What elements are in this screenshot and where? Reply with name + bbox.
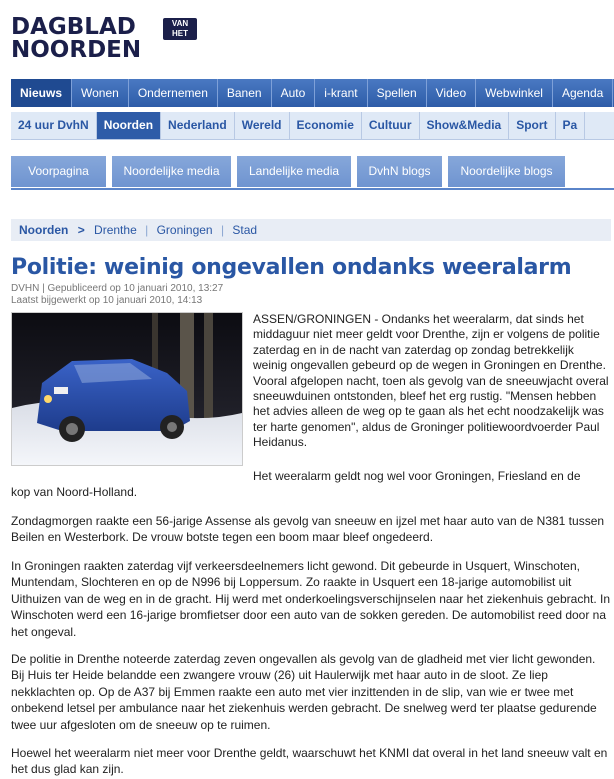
sub-nav-item-pa[interactable]: Pa [556,112,586,139]
article-paragraph: In Groningen raakten zaterdag vijf verkeersdeelnemers licht gewond. Dit gebeurde in Usquert, Winschoten, Muntendam, Slochteren en op de N996 bij Loppersum. Zo raakte in Usquert een 18-jarige automobilist uit Uithuizen van de weg en in de gracht. Hij werd met onderkoelingsverschijnselen naar het ziekenhuis gebracht. In Winschoten werd een 16-jarige bromfietser door een auto van de sokken gereden. De automobilist reed door na het ongeval. [11,559,611,639]
main-nav-item-spellen[interactable]: Spellen [368,79,427,107]
article-photo[interactable] [11,312,243,466]
breadcrumb-root[interactable]: Noorden [19,223,69,237]
breadcrumb [11,219,611,241]
site-logo[interactable] [11,16,191,64]
main-nav-item-i-krant[interactable]: i-krant [315,79,367,107]
tab-dvhn-blogs[interactable]: DvhN blogs [357,156,442,187]
tab-noordelijke-media[interactable]: Noordelijke media [112,156,231,187]
updated-date: Laatst bijgewerkt op 10 januari 2010, 14:13 [11,295,203,306]
main-nav-item-wonen[interactable]: Wonen [72,79,129,107]
breadcrumb-item-stad[interactable]: Stad [232,223,258,237]
main-nav-item-ondernemen[interactable]: Ondernemen [129,79,218,107]
article-meta [11,283,223,307]
sub-nav-item-show-media[interactable]: Show&Media [420,112,510,139]
main-nav [11,79,614,107]
logo-line-1: DAGBLAD [11,14,136,40]
tab-landelijke-media[interactable]: Landelijke media [237,156,351,187]
article-paragraph [11,468,611,501]
paragraph-line: kop van Noord-Holland. [11,485,138,500]
tab-voorpagina[interactable]: Voorpagina [11,156,106,187]
paragraph-line: Het weeralarm geldt nog wel voor Groningen, Friesland en de [253,469,581,483]
main-nav-item-video[interactable]: Video [427,79,476,107]
article-title: Politie: weinig ongevallen ondanks weeralarm [11,255,572,280]
breadcrumb-arrow: > [77,223,85,237]
breadcrumb-item-drenthe[interactable]: Drenthe [94,223,137,237]
section-tabs [11,156,614,190]
sub-nav-item-wereld[interactable]: Wereld [235,112,290,139]
published-date: DVHN | Gepubliceerd op 10 januari 2010, 13:27 [11,283,224,294]
sub-nav-item-sport[interactable]: Sport [509,112,555,139]
sub-nav-item-nederland[interactable]: Nederland [161,112,235,139]
article-paragraph: Hoewel het weeralarm niet meer voor Drenthe geldt, waarschuwt het KNMI dat overal in het land sneeuw valt en het dus glad kan zijn. [11,746,608,777]
article-paragraph: De politie in Drenthe noteerde zaterdag zeven ongevallen als gevolg van de gladheid met vier licht gewonden. Bij Huis ter Heide belandde een zwangere vrouw (26) uit Haulerwijk met haar auto in de sloot. Ze liep nekklachten op. Op de A37 bij Emmen raakte een auto met vier inzittenden in de slip, van wie er twee met onbekend letsel per ambulance naar het ziekenhuis werden gebracht. De snelweg werd ter plaatse gedurende twee uur afgesloten om de sneeuw op te ruimen. [11,652,597,732]
logo-badge: VAN HET [163,18,197,40]
main-nav-item-nieuws[interactable]: Nieuws [11,79,72,107]
main-nav-item-banen[interactable]: Banen [218,79,272,107]
sub-nav-item-24-uur[interactable]: 24 uur DvhN [11,112,97,139]
breadcrumb-separator: | [145,223,149,237]
main-nav-item-auto[interactable]: Auto [272,79,316,107]
car-in-snow-image [12,313,242,465]
sub-nav-item-cultuur[interactable]: Cultuur [362,112,420,139]
sub-nav-item-economie[interactable]: Economie [290,112,362,139]
sub-nav [11,112,614,140]
article-paragraph: Zondagmorgen raakte een 56-jarige Assense als gevolg van sneeuw en ijzel met haar auto van de N381 tussen Beilen en Westerbork. De vrouw botste tegen een boom maar bleef ongedeerd. [11,514,605,545]
breadcrumb-separator: | [220,223,225,237]
main-nav-item-agenda[interactable]: Agenda [553,79,613,107]
article-lead: ASSEN/GRONINGEN - Ondanks het weeralarm, dat sinds het middaguur niet meer geldt voor Drenthe, zijn er volgens de politie zaterdag en in de nacht van zaterdag op zondag betrekkelijk weinig ongevallen gebeurd op de wegen in Groningen en Drenthe. Vooral afgelopen nacht, toen als gevolg van de sneeuwjacht overal sneeuwduinen ontstonden, bleef het erg rustig. "Mensen hebben het advies alleen de weg op te gaan als het echt noodzakelijk was ter harte genomen", aldus de Groninger politiewoordvoerder Paul Heidanus. [253,312,609,450]
sub-nav-item-noorden[interactable]: Noorden [97,112,161,139]
main-nav-item-webwinkel[interactable]: Webwinkel [476,79,553,107]
tab-noordelijke-blogs[interactable]: Noordelijke blogs [448,156,565,187]
breadcrumb-item-groningen[interactable]: Groningen [156,223,213,237]
logo-line-2: NOORDEN [11,37,142,63]
